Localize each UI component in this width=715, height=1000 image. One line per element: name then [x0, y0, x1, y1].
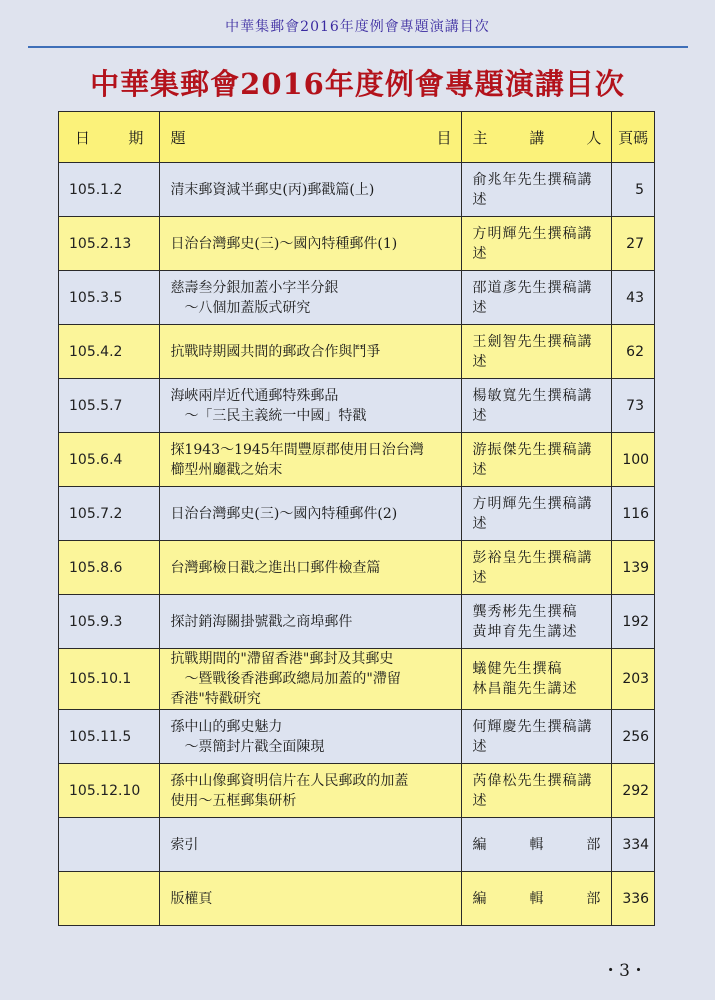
toc-title-line: 櫛型州廳戳之始末 — [170, 461, 283, 478]
toc-title — [160, 818, 462, 872]
toc-title — [160, 487, 462, 541]
toc-date: 105.2.13 — [59, 217, 160, 271]
header-title-char-2: 目 — [436, 128, 452, 147]
header-date-char-1: 日 — [75, 128, 91, 147]
toc-title — [160, 217, 462, 271]
header-page: 頁碼 — [612, 112, 655, 163]
toc-date: 105.6.4 — [59, 433, 160, 487]
toc-title — [160, 649, 462, 710]
toc-page: 43 — [612, 271, 655, 325]
toc-row — [59, 818, 655, 872]
toc-speaker-line: 楊敏寬先生撰稿講述 — [472, 387, 593, 424]
toc-title — [160, 433, 462, 487]
toc-title — [160, 379, 462, 433]
toc-page: 62 — [612, 325, 655, 379]
toc-date: 105.3.5 — [59, 271, 160, 325]
toc-speaker — [462, 595, 612, 649]
toc-row — [59, 325, 655, 379]
running-head: 中華集郵會2016年度例會專題演講目次 — [225, 19, 490, 35]
toc-title — [160, 325, 462, 379]
toc-title-line: 探討銷海關掛號戳之商埠郵件 — [170, 613, 353, 630]
toc-title-line: 抗戰期間的"滯留香港"郵封及其郵史 — [170, 651, 394, 667]
header-speaker — [462, 112, 612, 163]
toc-speaker-char: 編 — [472, 836, 488, 853]
toc-title-line: 抗戰時期國共間的郵政合作與鬥爭 — [170, 343, 381, 360]
header-title-char-1: 題 — [170, 128, 186, 147]
toc-speaker-line: 林昌龍先生講述 — [472, 681, 578, 697]
toc-row — [59, 541, 655, 595]
toc-speaker-line: 龔秀彬先生撰稿 — [472, 603, 578, 620]
toc-date: 105.1.2 — [59, 163, 160, 217]
toc-title — [160, 271, 462, 325]
page-number: ・3・ — [602, 961, 647, 981]
toc-date: 105.5.7 — [59, 379, 160, 433]
toc-date — [59, 872, 160, 926]
toc-title — [160, 595, 462, 649]
toc-page: 256 — [612, 710, 655, 764]
toc-speaker-line: 蟻健先生撰稿 — [472, 661, 563, 677]
toc-speaker — [462, 271, 612, 325]
toc-table — [58, 111, 655, 926]
toc-row — [59, 649, 655, 710]
toc-speaker-char: 部 — [586, 836, 602, 853]
toc-title — [160, 541, 462, 595]
toc-date: 105.10.1 — [59, 649, 160, 710]
toc-page: 5 — [612, 163, 655, 217]
toc-speaker-char: 部 — [586, 890, 602, 907]
toc-row — [59, 487, 655, 541]
toc-row — [59, 217, 655, 271]
toc-title-line: 日治台灣郵史(三)～國內特種郵件(2) — [170, 505, 398, 522]
toc-title-line: 日治台灣郵史(三)～國內特種郵件(1) — [170, 235, 398, 252]
toc-row — [59, 872, 655, 926]
toc-date: 105.8.6 — [59, 541, 160, 595]
header-rule — [28, 46, 688, 48]
toc-speaker-line: 黃坤育先生講述 — [472, 623, 578, 640]
toc-title-line: 台灣郵檢日戳之進出口郵件檢查篇 — [170, 559, 381, 576]
toc-speaker-char: 輯 — [529, 890, 545, 907]
toc-page: 139 — [612, 541, 655, 595]
toc-title — [160, 163, 462, 217]
header-date — [59, 112, 160, 163]
toc-title-line: ～暨戰後香港郵政總局加蓋的"滯留 — [184, 671, 401, 687]
toc-row — [59, 595, 655, 649]
toc-row — [59, 764, 655, 818]
toc-speaker-line: 芮偉松先生撰稿講述 — [472, 772, 593, 809]
toc-page: 73 — [612, 379, 655, 433]
toc-date: 105.9.3 — [59, 595, 160, 649]
header-speaker-char-1: 主 — [472, 128, 488, 147]
toc-title-line: 索引 — [170, 836, 199, 853]
toc-speaker-char: 輯 — [529, 836, 545, 853]
toc-page: 336 — [612, 872, 655, 926]
toc-speaker — [462, 325, 612, 379]
toc-title-line: 孫中山的郵史魅力 — [170, 718, 283, 735]
toc-speaker — [462, 379, 612, 433]
toc-title-line: 香港"特戳研究 — [170, 691, 261, 707]
toc-title-line: 使用～五框郵集研析 — [170, 792, 297, 809]
toc-page: 292 — [612, 764, 655, 818]
toc-row — [59, 163, 655, 217]
toc-page: 203 — [612, 649, 655, 710]
toc-speaker-line: 邵道彥先生撰稿講述 — [472, 279, 593, 316]
toc-page: 27 — [612, 217, 655, 271]
toc-date: 105.11.5 — [59, 710, 160, 764]
toc-title-line: 海峽兩岸近代通郵特殊郵品 — [170, 387, 339, 404]
toc-title-line: 版權頁 — [170, 890, 213, 907]
toc-page: 116 — [612, 487, 655, 541]
toc-speaker-char: 編 — [472, 890, 488, 907]
header-title — [160, 112, 462, 163]
toc-title-line: 探1943～1945年間豐原郡使用日治台灣 — [170, 441, 424, 458]
toc-speaker-line: 方明輝先生撰稿講述 — [472, 225, 593, 262]
toc-speaker — [462, 818, 612, 872]
toc-title-line: ～票簡封片戳全面陳現 — [184, 738, 325, 755]
toc-title-line: 慈壽叁分銀加蓋小字半分銀 — [170, 279, 339, 296]
toc-title-line: 清末郵資減半郵史(丙)郵戳篇(上) — [170, 181, 375, 198]
toc-speaker — [462, 649, 612, 710]
toc-speaker — [462, 163, 612, 217]
header-speaker-char-3: 人 — [586, 128, 602, 147]
header-date-char-2: 期 — [128, 128, 144, 147]
toc-speaker — [462, 710, 612, 764]
page-title: 中華集郵會2016年度例會專題演講目次 — [90, 67, 625, 101]
toc-speaker-line: 俞兆年先生撰稿講述 — [472, 171, 593, 208]
toc-date: 105.4.2 — [59, 325, 160, 379]
toc-speaker-line: 方明輝先生撰稿講述 — [472, 495, 593, 532]
toc-speaker — [462, 541, 612, 595]
toc-speaker-line — [472, 835, 601, 855]
toc-header-row — [59, 112, 655, 163]
toc-speaker-line: 王劍智先生撰稿講述 — [472, 333, 593, 370]
toc-row — [59, 433, 655, 487]
toc-title — [160, 872, 462, 926]
toc-title — [160, 764, 462, 818]
toc-title-line: ～八個加蓋版式研究 — [184, 299, 311, 316]
toc-speaker-line — [472, 889, 601, 909]
toc-page: 334 — [612, 818, 655, 872]
header-speaker-char-2: 講 — [529, 128, 545, 147]
toc-row — [59, 710, 655, 764]
toc-title-line: ～「三民主義統一中國」特戳 — [184, 407, 367, 424]
toc-body — [59, 163, 655, 926]
toc-date: 105.12.10 — [59, 764, 160, 818]
toc-date — [59, 818, 160, 872]
toc-speaker — [462, 217, 612, 271]
toc-speaker-line: 何輝慶先生撰稿講述 — [472, 718, 593, 755]
toc-title-line: 孫中山像郵資明信片在人民郵政的加蓋 — [170, 772, 409, 789]
toc-title — [160, 710, 462, 764]
toc-speaker — [462, 764, 612, 818]
toc-date: 105.7.2 — [59, 487, 160, 541]
toc-speaker-line: 游振傑先生撰稿講述 — [472, 441, 593, 478]
toc-row — [59, 271, 655, 325]
toc-page: 100 — [612, 433, 655, 487]
toc-speaker-line: 彭裕皇先生撰稿講述 — [472, 549, 593, 586]
toc-speaker — [462, 433, 612, 487]
toc-speaker — [462, 872, 612, 926]
toc-page: 192 — [612, 595, 655, 649]
toc-row — [59, 379, 655, 433]
toc-speaker — [462, 487, 612, 541]
